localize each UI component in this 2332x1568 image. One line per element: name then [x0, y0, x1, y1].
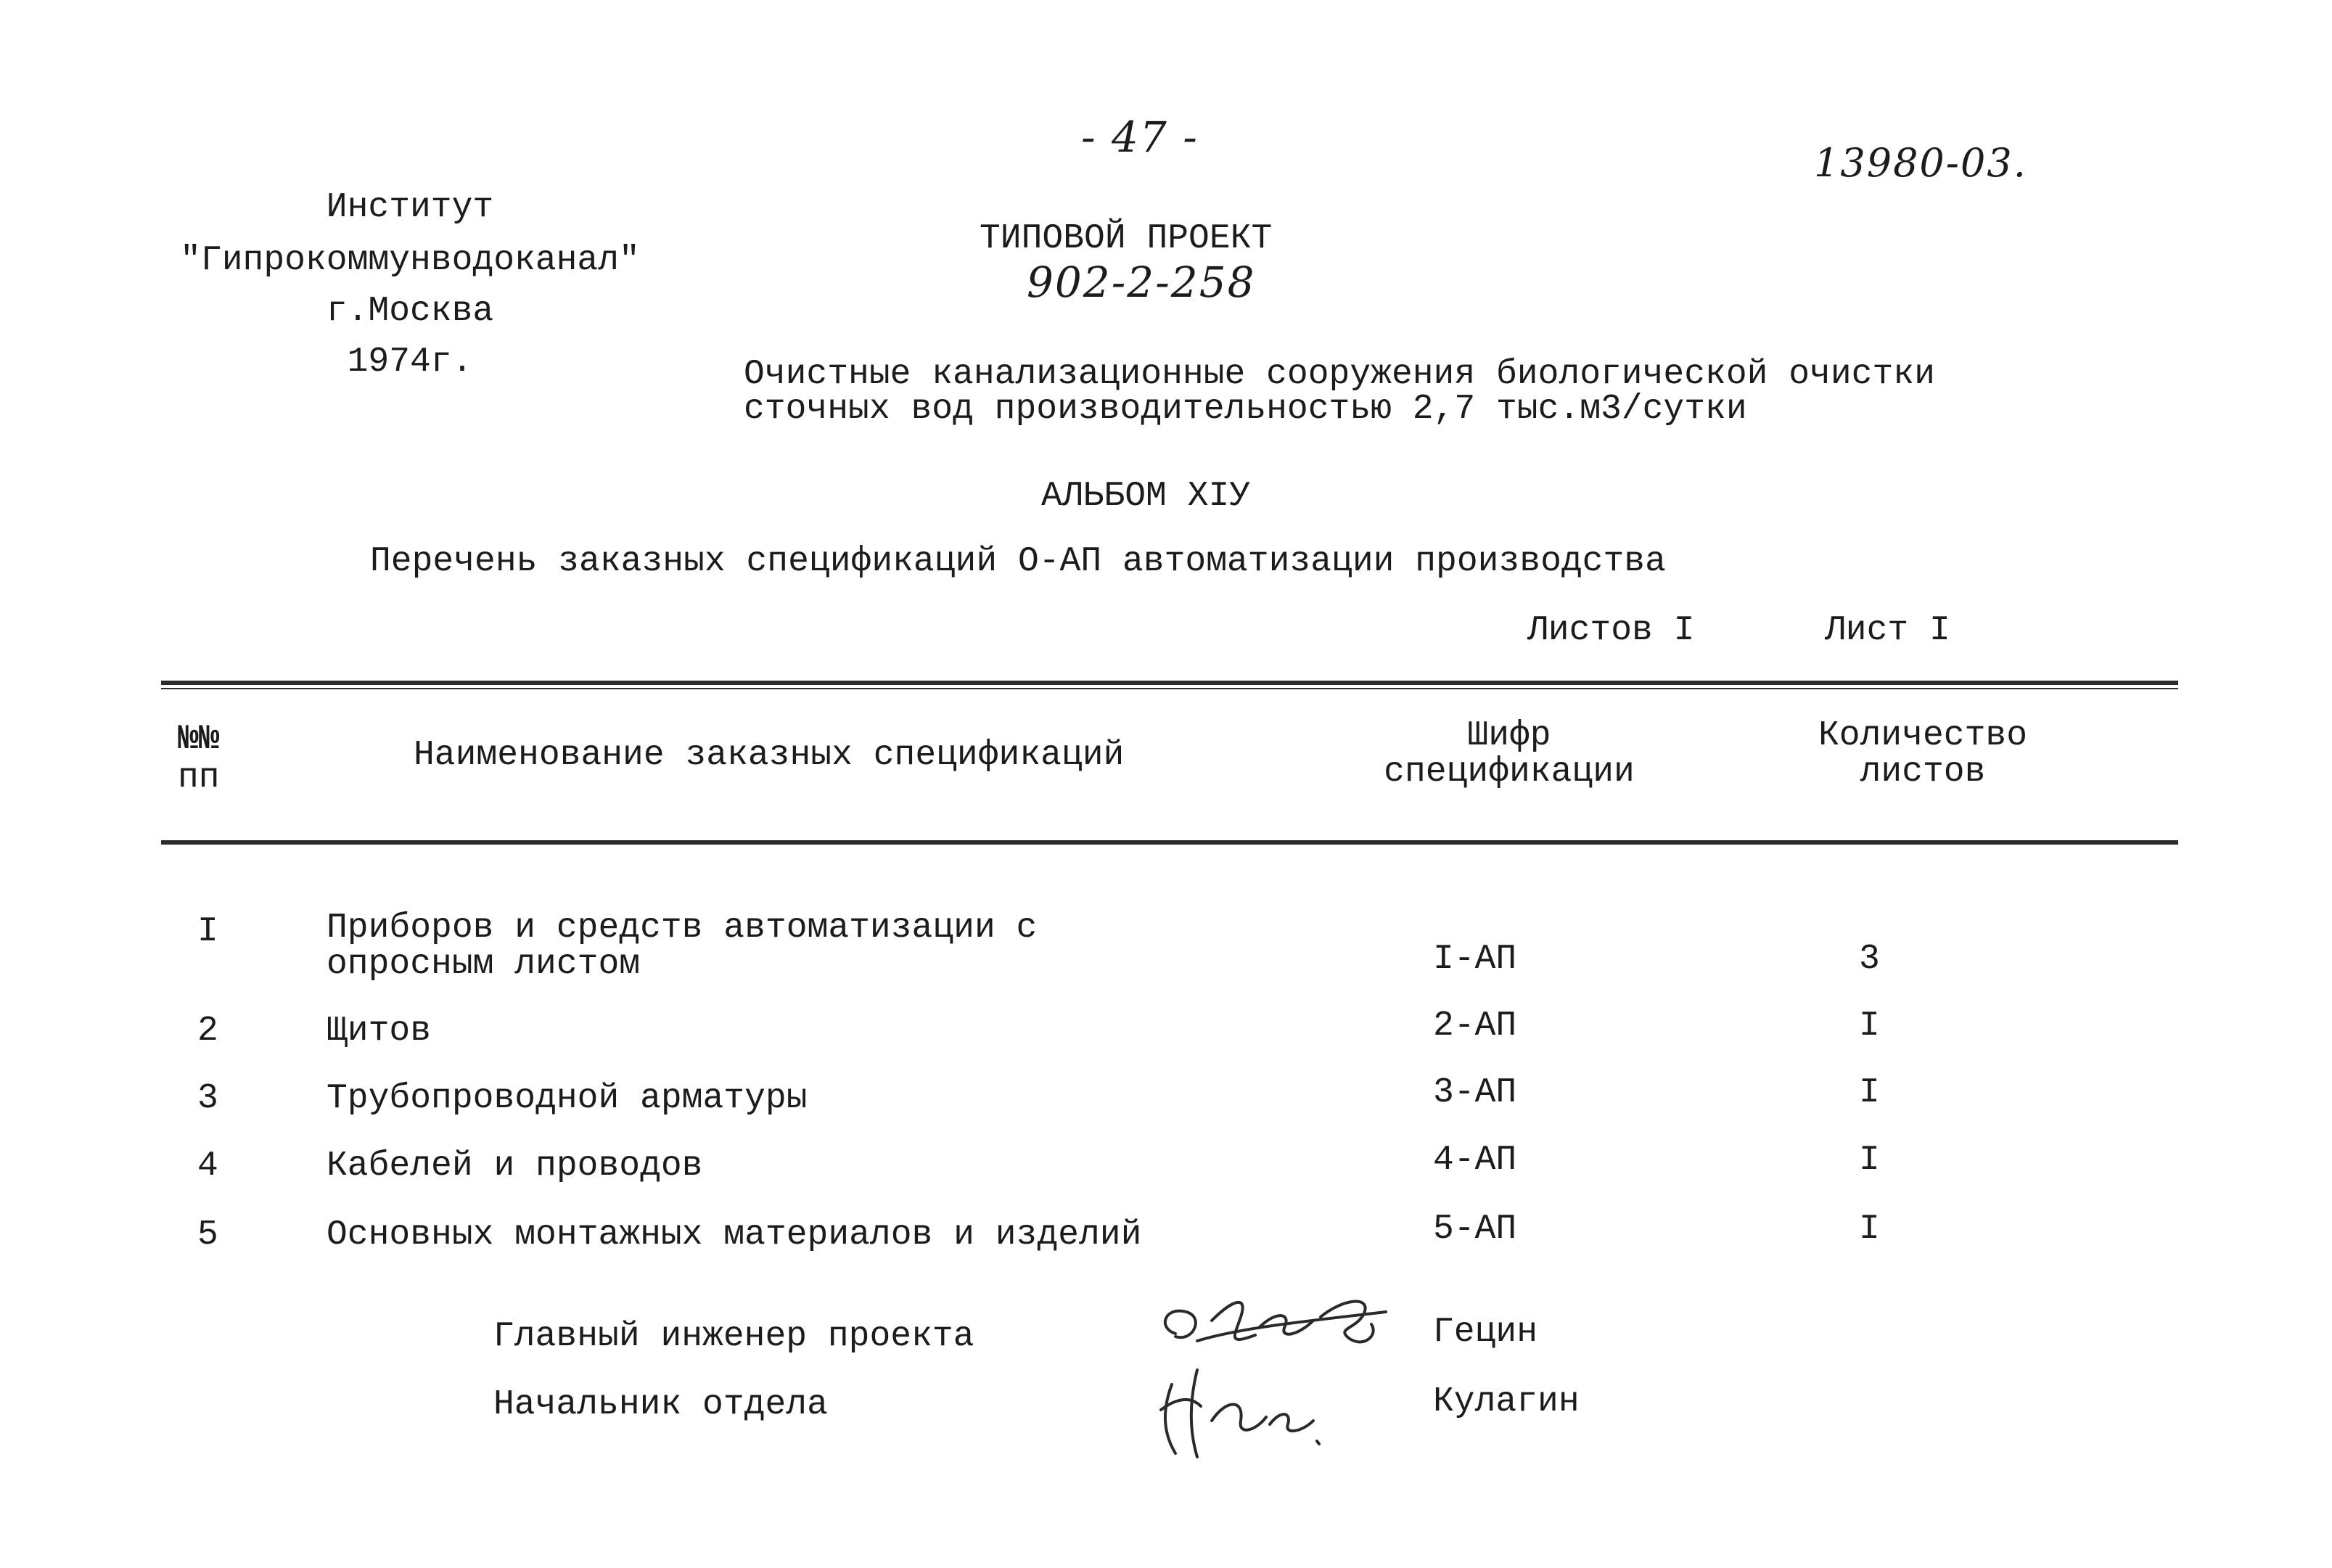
project-description-line2: сточных вод производительностью 2,7 тыс.м3/сутки — [744, 390, 1747, 429]
table-row-2-number: 2 — [197, 1011, 218, 1051]
table-row-3-quantity: I — [1859, 1073, 1880, 1112]
table-row-1-quantity: 3 — [1859, 940, 1880, 979]
signature-name-department-head: Кулагин — [1433, 1382, 1580, 1421]
table-row-2-quantity: I — [1859, 1006, 1880, 1046]
table-row-3-code: 3-АП — [1433, 1073, 1517, 1112]
table-header-rule — [161, 840, 2178, 845]
table-row-1-name: Приборов и средств автоматизации с — [327, 908, 1038, 948]
table-row-4-code: 4-АП — [1433, 1141, 1517, 1180]
table-top-rule-secondary — [161, 688, 2178, 689]
table-row-5-name: Основных монтажных материалов и изделий — [327, 1215, 1142, 1255]
table-row-1-code: I-АП — [1433, 940, 1517, 979]
document-code: 13980-03. — [1814, 140, 2027, 186]
signature-mark-chief-engineer — [1154, 1277, 1400, 1364]
institute-year: 1974г. — [347, 342, 473, 382]
institute-name: Институт — [326, 188, 494, 227]
table-row-3-name: Трубопроводной арматуры — [327, 1079, 808, 1118]
header-name: Наименование заказных спецификаций — [414, 736, 1125, 775]
table-row-5-code: 5-АП — [1433, 1210, 1517, 1249]
table-row-1-name-cont: опросным листом — [327, 945, 641, 984]
table-row-2-code: 2-АП — [1433, 1006, 1517, 1046]
table-row-5-quantity: I — [1859, 1210, 1880, 1249]
table-row-4-number: 4 — [197, 1146, 218, 1186]
signature-mark-department-head — [1146, 1355, 1335, 1464]
header-code-sub: спецификации — [1384, 752, 1635, 792]
table-top-rule — [161, 681, 2178, 685]
header-number: №№ — [178, 720, 220, 759]
page-number: - 47 - — [1081, 112, 1199, 162]
table-row-4-name: Кабелей и проводов — [327, 1146, 703, 1186]
table-row-4-quantity: I — [1859, 1141, 1880, 1180]
project-number: 902-2-258 — [1027, 258, 1256, 307]
signature-name-chief-engineer: Гецин — [1433, 1313, 1538, 1352]
sheet-number: Лист I — [1825, 611, 1950, 650]
project-description-line1: Очистные канализационные сооружения биологической очистки — [744, 355, 1935, 394]
header-number-sub: пп — [178, 758, 220, 797]
table-row-2-name: Щитов — [327, 1011, 432, 1051]
signature-role-department-head: Начальник отдела — [493, 1385, 828, 1424]
table-row-5-number: 5 — [197, 1215, 218, 1255]
signature-role-chief-engineer: Главный инженер проекта — [493, 1317, 974, 1356]
album-title: АЛЬБОМ XIУ — [1041, 477, 1251, 516]
sheets-total: Листов I — [1527, 611, 1695, 650]
header-quantity-sub: листов — [1860, 752, 1986, 792]
header-code: Шифр — [1467, 716, 1551, 755]
institute-org: "Гипрокоммунводоканал" — [180, 241, 640, 280]
table-row-3-number: 3 — [197, 1079, 218, 1118]
table-row-1-number: I — [197, 912, 218, 951]
list-title: Перечень заказных спецификаций О-АП автоматизации производства — [370, 542, 1666, 581]
header-quantity: Количество — [1818, 716, 2028, 755]
institute-city: г.Москва — [326, 292, 494, 331]
project-title: ТИПОВОЙ ПРОЕКТ — [980, 219, 1273, 258]
